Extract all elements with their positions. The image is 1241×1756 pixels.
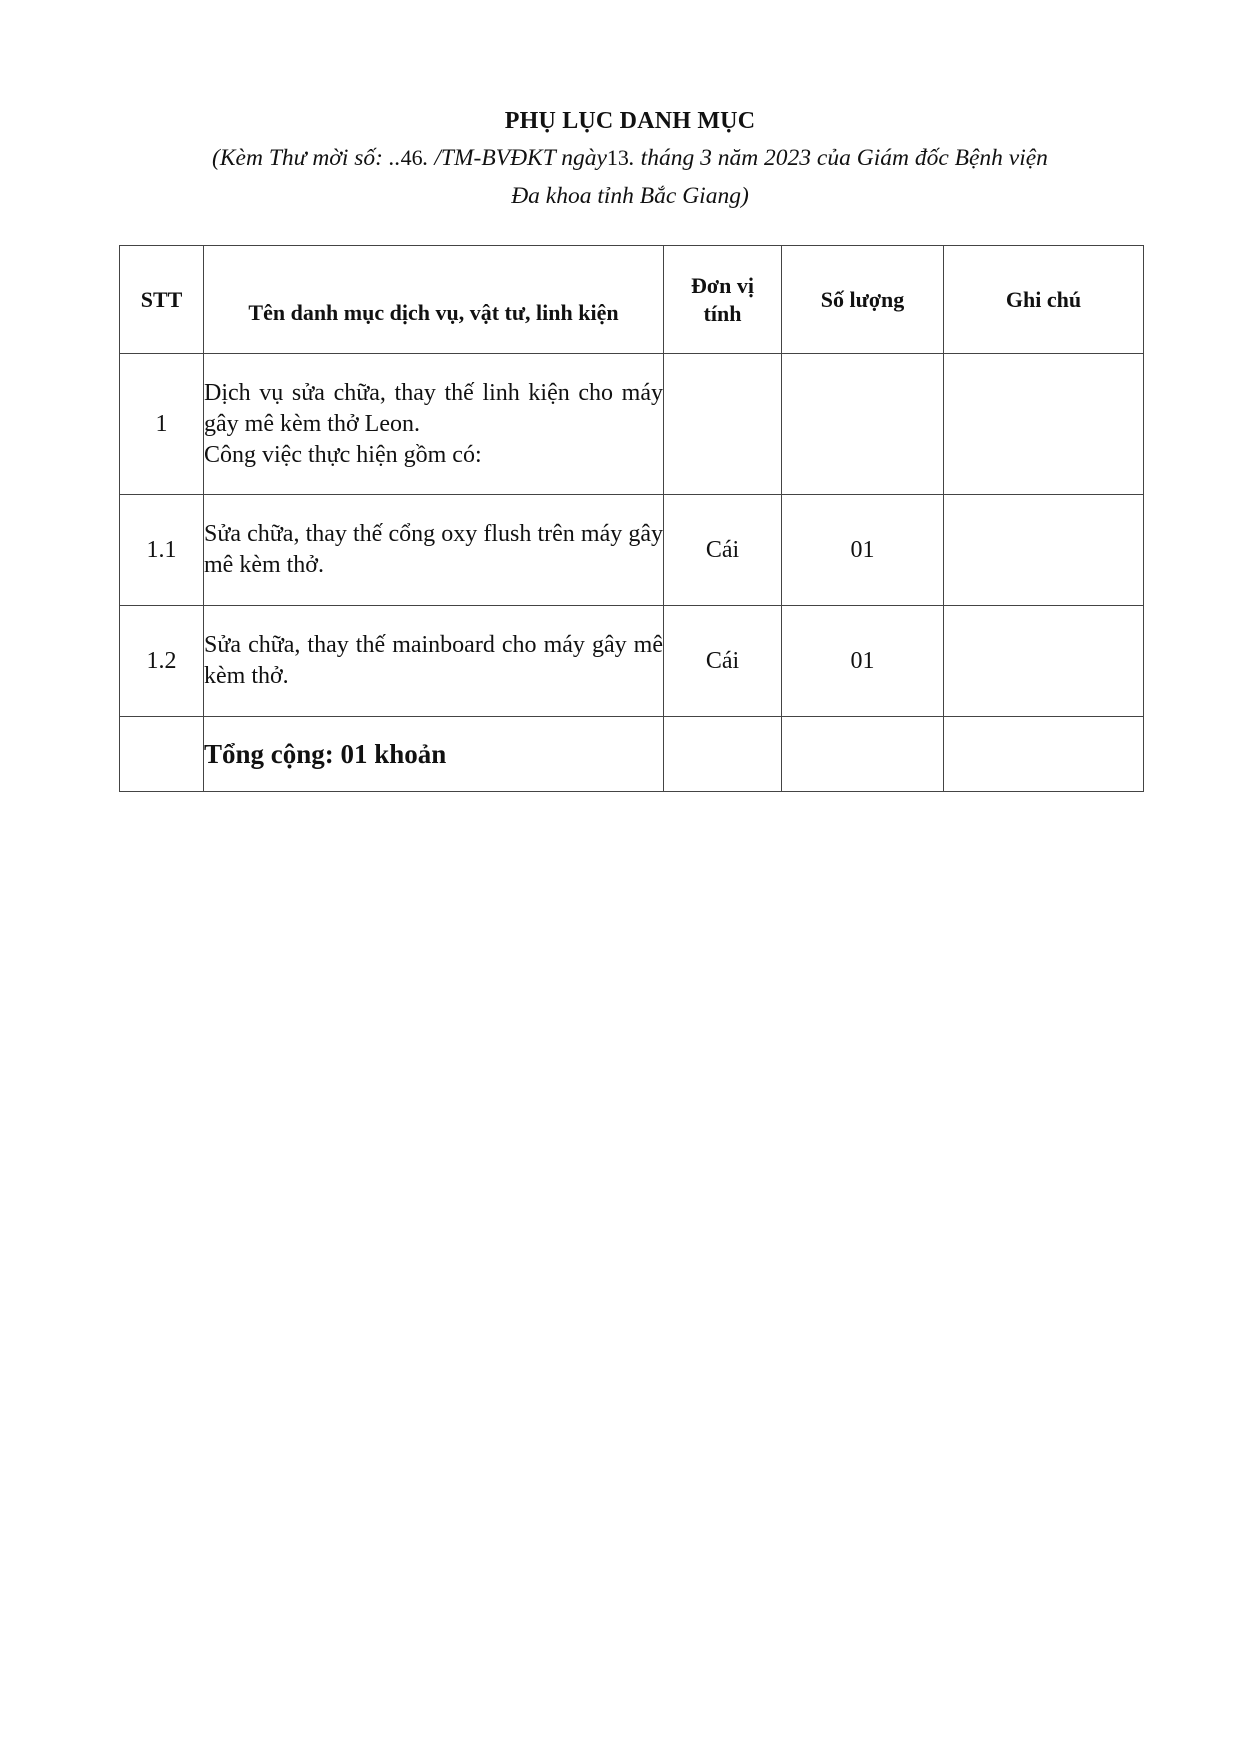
header-quantity: Số lượng	[782, 246, 944, 354]
doc-day: 13	[606, 145, 629, 170]
row-stt: 1.1	[120, 495, 204, 606]
subtitle-line-2: Đa khoa tỉnh Bắc Giang)	[511, 183, 749, 209]
table-row	[120, 495, 1144, 606]
table-row	[120, 354, 1144, 495]
row-name: Sửa chữa, thay thế mainboard cho máy gây mê kèm thở.	[204, 606, 664, 717]
header-unit: Đơn vị tính	[664, 246, 782, 354]
row-note	[944, 606, 1144, 717]
row-quantity: 01	[782, 606, 944, 717]
row-unit: Cái	[664, 606, 782, 717]
total-quantity	[782, 717, 944, 792]
row-unit: Cái	[664, 495, 782, 606]
page-title: PHỤ LỤC DANH MỤC	[504, 108, 756, 134]
doc-number: 46	[400, 145, 423, 170]
row-name	[204, 354, 664, 495]
header-note: Ghi chú	[944, 246, 1144, 354]
row-quantity: 01	[782, 495, 944, 606]
total-stt	[120, 717, 204, 792]
row-stt: 1.2	[120, 606, 204, 717]
header-name-label: Tên danh mục dịch vụ, vật tư, linh kiện	[248, 299, 619, 325]
total-unit	[664, 717, 782, 792]
row-name: Sửa chữa, thay thế cổng oxy flush trên máy gây mê kèm thở.	[204, 495, 664, 606]
row-unit	[664, 354, 782, 495]
row-name-line: Dịch vụ sửa chữa, thay thế linh kiện cho máy gây mê kèm thở Leon.	[204, 379, 663, 437]
total-row	[120, 717, 1144, 792]
table-header-row	[120, 246, 1144, 354]
subtitle-line-1	[0, 145, 1241, 172]
row-note	[944, 354, 1144, 495]
header-stt: STT	[120, 246, 204, 354]
table-row	[120, 606, 1144, 717]
row-quantity	[782, 354, 944, 495]
subtitle-suffix: . tháng 3 năm 2023 của Giám đốc Bệnh viện	[628, 145, 1048, 171]
catalog-table	[119, 245, 1144, 792]
row-note	[944, 495, 1144, 606]
total-note	[944, 717, 1144, 792]
row-stt: 1	[120, 354, 204, 495]
row-name-line: Công việc thực hiện gồm có:	[204, 441, 482, 468]
total-label: Tổng cộng: 01 khoản	[204, 717, 664, 792]
subtitle-prefix: (Kèm Thư mời số: ..	[212, 145, 401, 171]
subtitle-middle: . /TM-BVĐKT ngày	[422, 145, 607, 171]
header-name	[204, 246, 664, 354]
